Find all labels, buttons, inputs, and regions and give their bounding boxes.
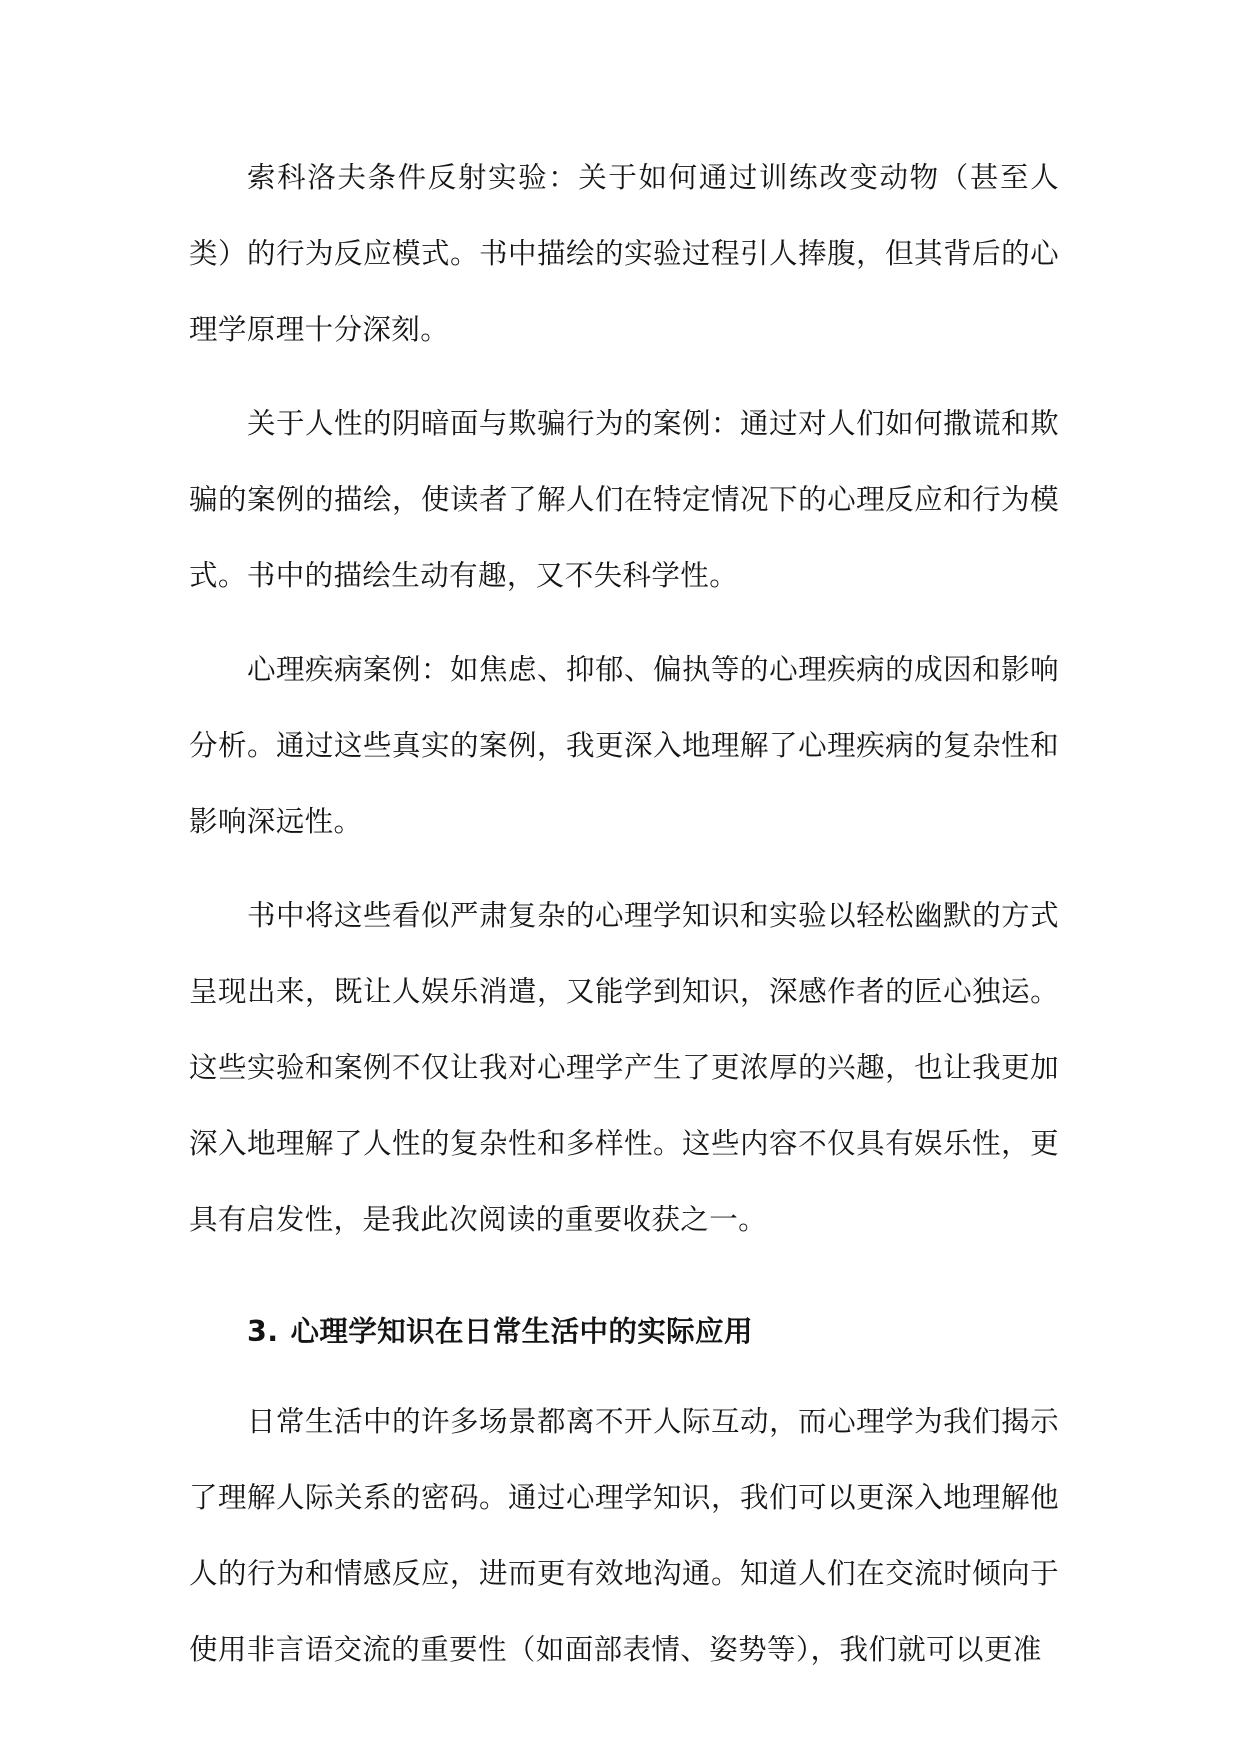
section-heading bbox=[189, 1294, 1059, 1370]
paragraph-sokolov-experiment: 索科洛夫条件反射实验：关于如何通过训练改变动物（甚至人类）的行为反应模式。书中描绘的实验过程引人捧腹，但其背后的心理学原理十分深刻。 bbox=[189, 161, 1059, 346]
paragraph-deception-cases: 关于人性的阴暗面与欺骗行为的案例：通过对人们如何撒谎和欺骗的案例的描绘，使读者了解人们在特定情况下的心理反应和行为模式。书中的描绘生动有趣，又不失科学性。 bbox=[189, 407, 1059, 592]
section-number: 3. bbox=[247, 1315, 279, 1348]
paragraph-daily-life-application: 日常生活中的许多场景都离不开人际互动，而心理学为我们揭示了理解人际关系的密码。通过心理学知识，我们可以更深入地理解他人的行为和情感反应，进而更有效地沟通。知道人们在交流时倾向于使用非言语交流的重要性（如面部表情、姿势等），我们就可以更准 bbox=[189, 1405, 1059, 1666]
document-body bbox=[189, 140, 1059, 1706]
paragraph-book-summary: 书中将这些看似严肃复杂的心理学知识和实验以轻松幽默的方式呈现出来，既让人娱乐消遣，又能学到知识，深感作者的匠心独运。这些实验和案例不仅让我对心理学产生了更浓厚的兴趣，也让我更加深入地理解了人性的复杂性和多样性。这些内容不仅具有娱乐性，更具有启发性，是我此次阅读的重要收获之一。 bbox=[189, 899, 1059, 1236]
section-title: 心理学知识在日常生活中的实际应用 bbox=[290, 1315, 753, 1348]
paragraph-mental-illness-cases: 心理疾病案例：如焦虑、抑郁、偏执等的心理疾病的成因和影响分析。通过这些真实的案例，我更深入地理解了心理疾病的复杂性和影响深远性。 bbox=[189, 653, 1059, 838]
